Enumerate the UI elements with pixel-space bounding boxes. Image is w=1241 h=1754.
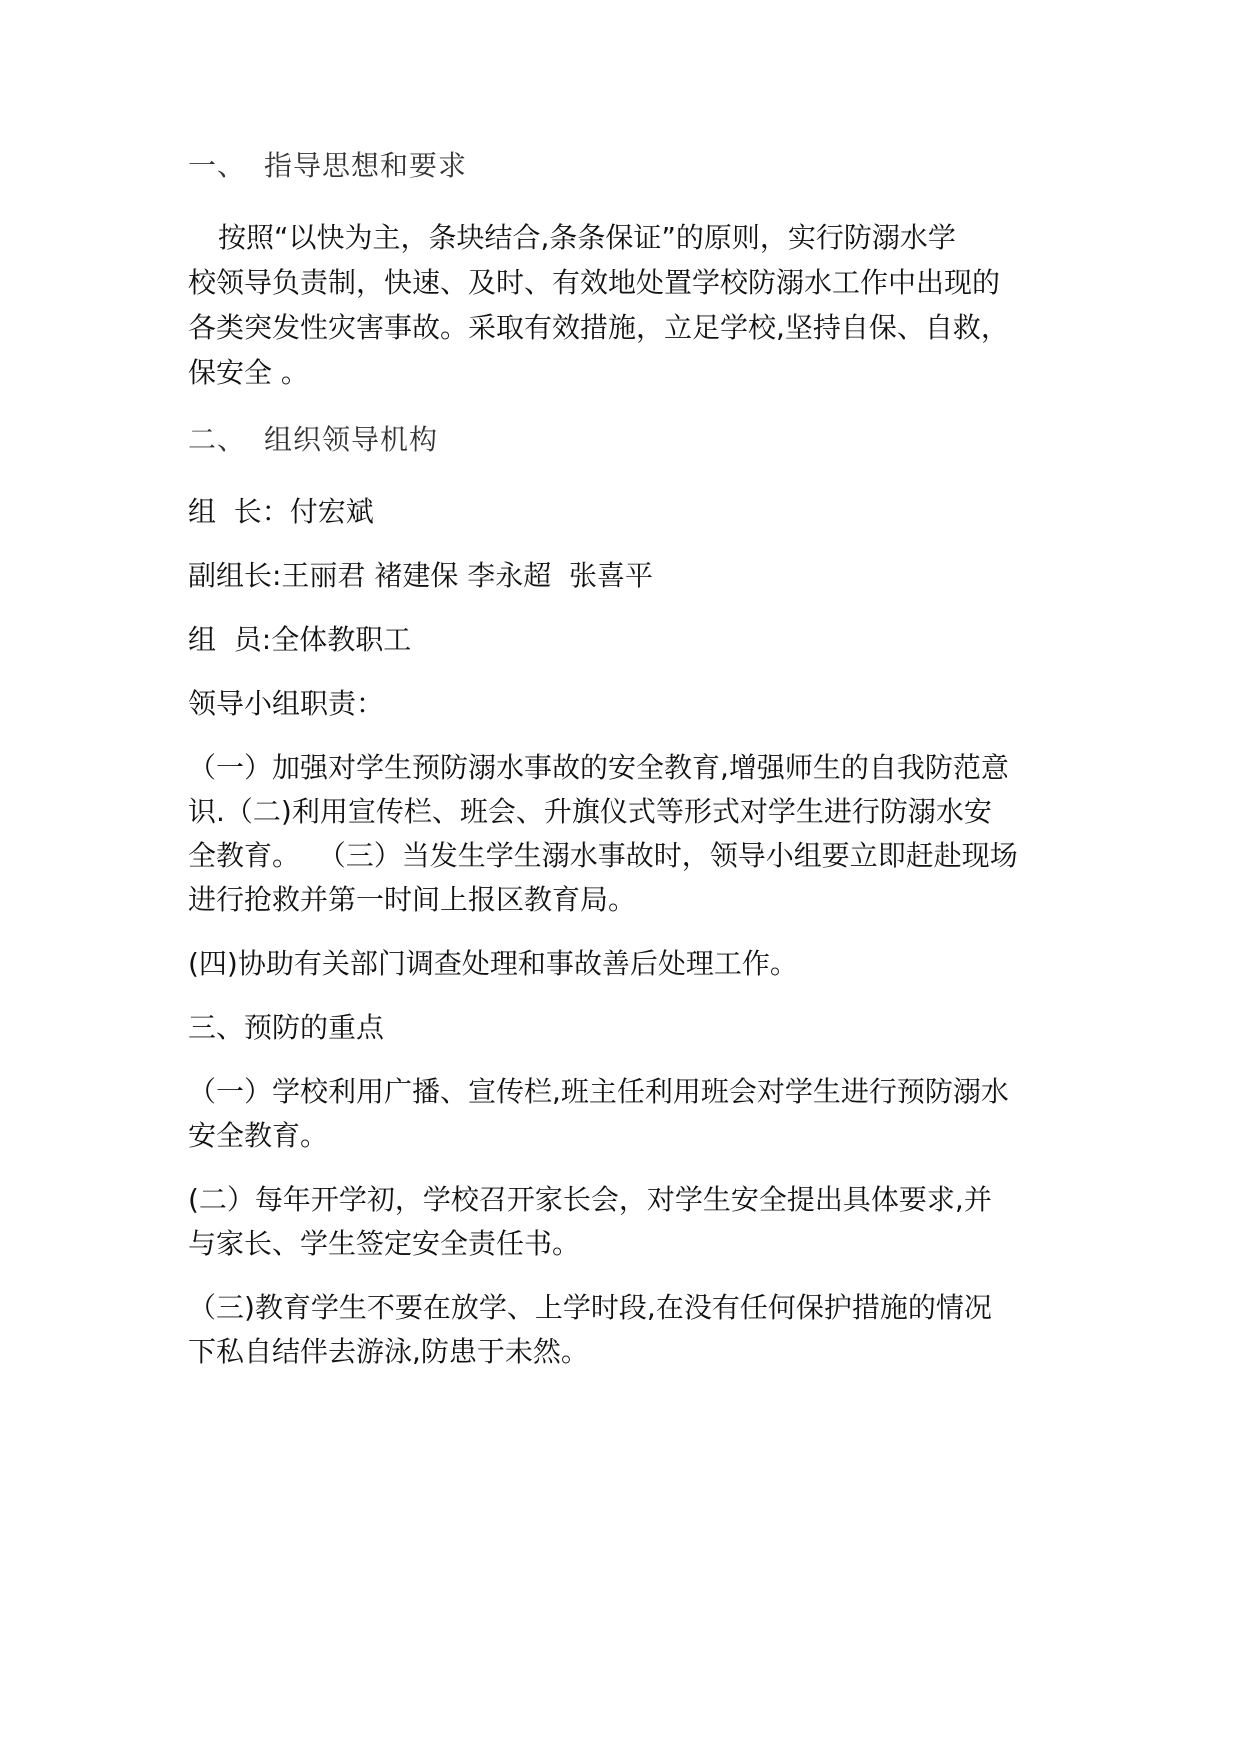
duties-line: 识.（二)利用宣传栏、班会、升旗仪式等形式对学生进行防溺水安 — [188, 795, 992, 828]
duties-line: （一）加强对学生预防溺水事故的安全教育,增强师生的自我防范意 — [188, 751, 1009, 784]
duties-line: 进行抢救并第一时间上报区教育局。 — [188, 883, 637, 916]
prevention-line: 安全教育。 — [188, 1119, 329, 1152]
leader-line: 组 长：付宏斌 — [188, 495, 374, 528]
duty-4-line: (四)协助有关部门调查处理和事故善后处理工作。 — [188, 947, 798, 980]
prevention-line: 下私自结伴去游泳,防患于未然。 — [188, 1335, 589, 1368]
section-number: 一、 — [188, 149, 247, 182]
section-heading-1 — [188, 148, 467, 184]
section-number: 二、 — [188, 423, 247, 456]
section-heading-3: 三、预防的重点 — [188, 1011, 385, 1044]
paragraph-line: 校领导负责制，快速、及时、有效地处置学校防溺水工作中出现的 — [188, 266, 1001, 299]
section-title: 指导思想和要求 — [264, 149, 468, 182]
paragraph-line: 保安全 。 — [188, 356, 309, 389]
prevention-line: （三)教育学生不要在放学、上学时段,在没有任何保护措施的情况 — [188, 1291, 992, 1324]
duties-label: 领导小组职责： — [188, 687, 385, 720]
prevention-line: （一）学校利用广播、宣传栏,班主任利用班会对学生进行预防溺水 — [188, 1075, 1009, 1108]
paragraph-line: 按照“以快为主，条块结合,条条保证”的原则，实行防溺水学 — [218, 221, 956, 254]
paragraph-line: 各类突发性灾害事故。采取有效措施，立足学校,坚持自保、自救， — [188, 311, 1009, 344]
deputy-leaders-line: 副组长:王丽君 褚建保 李永超 张喜平 — [188, 559, 654, 592]
duties-line: 全教育。 （三）当发生学生溺水事故时，领导小组要立即赶赴现场 — [188, 839, 1018, 872]
section-title: 组织领导机构 — [264, 423, 439, 456]
section-heading-2 — [188, 422, 438, 458]
prevention-line: (二）每年开学初，学校召开家长会，对学生安全提出具体要求,并 — [188, 1183, 992, 1216]
members-line: 组 员:全体教职工 — [188, 623, 412, 656]
prevention-line: 与家长、学生签定安全责任书。 — [188, 1227, 581, 1260]
